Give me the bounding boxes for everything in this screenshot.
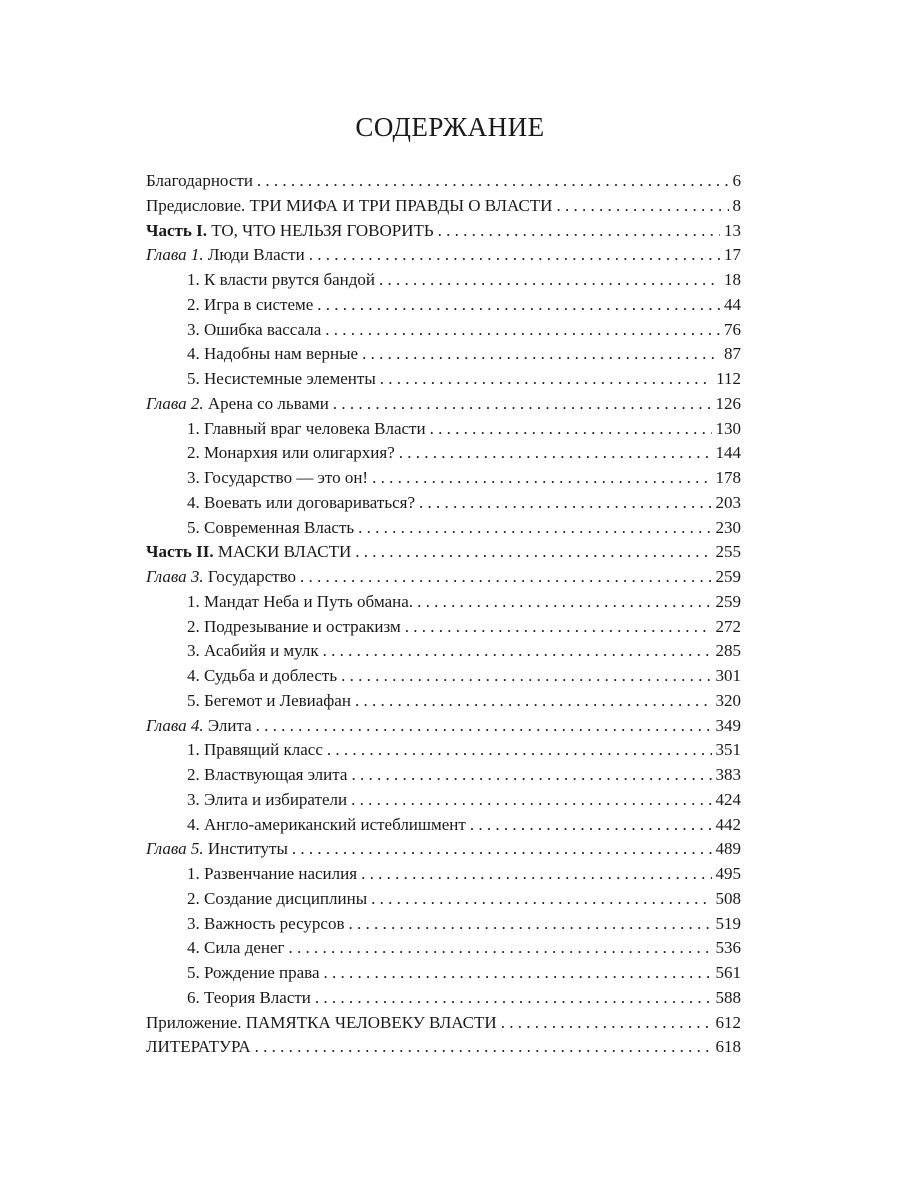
toc-entry-label <box>187 441 395 466</box>
dot-leader <box>361 862 711 887</box>
toc-entry-title: 4. Надобны нам верные <box>187 344 359 364</box>
toc-entry-label <box>146 1035 251 1060</box>
toc-entry <box>146 590 741 615</box>
dot-leader <box>325 318 720 343</box>
toc-entry <box>146 615 741 640</box>
toc-entry <box>146 367 741 392</box>
dot-leader <box>300 565 712 590</box>
toc-page-number: 536 <box>715 938 741 958</box>
toc-entry-title: 3. Ошибка вассала <box>187 319 322 339</box>
toc-entry-title: Институты <box>203 839 288 859</box>
toc-entry-title: 3. Элита и избиратели <box>187 789 348 809</box>
toc-entry <box>146 194 741 219</box>
toc-entry <box>146 392 741 417</box>
toc-page-number: 87 <box>724 344 741 364</box>
toc-page-number: 17 <box>724 245 741 265</box>
dot-leader <box>255 1035 712 1060</box>
toc-entry-title: ЛИТЕРАТУРА <box>146 1037 251 1057</box>
dot-leader <box>333 392 712 417</box>
dot-leader <box>371 887 711 912</box>
dot-leader <box>470 813 712 838</box>
toc-entry-title: Предисловие. ТРИ МИФА И ТРИ ПРАВДЫ О ВЛАСТИ <box>146 195 553 215</box>
dot-leader <box>289 936 712 961</box>
toc-page-number: 255 <box>715 542 741 562</box>
toc-entry-title: Люди Власти <box>203 245 305 265</box>
toc-page-number: 612 <box>715 1012 741 1032</box>
dot-leader <box>358 516 711 541</box>
dot-leader <box>292 837 712 862</box>
dot-leader <box>399 441 712 466</box>
toc-entry <box>146 912 741 937</box>
toc-entry-label <box>187 738 323 763</box>
dot-leader <box>501 1011 712 1036</box>
toc-page-number: 285 <box>715 641 741 661</box>
toc-entry <box>146 664 741 689</box>
toc-entry-label <box>187 516 354 541</box>
toc-entry-title: 1. Мандат Неба и Путь обмана. <box>187 591 414 611</box>
toc-entry <box>146 169 741 194</box>
toc-entry-title: 3. Важность ресурсов <box>187 913 345 933</box>
toc-page-number: 320 <box>715 690 741 710</box>
toc-page-number: 130 <box>715 418 741 438</box>
toc-entry-title: 4. Англо-американский истеблишмент <box>187 814 466 834</box>
toc-entry-label <box>146 194 552 219</box>
toc-entry-title: 4. Воевать или договариваться? <box>187 492 416 512</box>
toc-entry-title: 5. Современная Власть <box>187 517 355 537</box>
toc-page-number: 588 <box>715 987 741 1007</box>
chapter-number: Глава 2. <box>146 393 204 413</box>
toc-entry-label <box>187 639 319 664</box>
toc-entry-label <box>187 813 466 838</box>
toc-page-number: 383 <box>715 765 741 784</box>
toc-page-number: 144 <box>715 443 741 463</box>
dot-leader <box>380 367 712 392</box>
toc-entry <box>146 639 741 664</box>
dot-leader <box>430 417 712 442</box>
toc-page-number: 272 <box>715 616 741 636</box>
toc-page-number: 6 <box>732 171 741 190</box>
toc-entry-label <box>146 392 329 417</box>
toc-entry-title: МАСКИ ВЛАСТИ <box>213 542 352 562</box>
toc-page-number: 508 <box>715 888 741 908</box>
toc-entry-label <box>187 342 358 367</box>
dot-leader <box>351 763 711 788</box>
toc-entry <box>146 516 741 541</box>
toc-entry <box>146 1011 741 1036</box>
dot-leader <box>256 714 712 739</box>
toc-entry-title: 3. Асабийя и мулк <box>187 641 319 661</box>
dot-leader <box>556 194 728 219</box>
toc-entry-label <box>187 936 285 961</box>
toc-entry-label <box>187 961 320 986</box>
toc-entry-title: 5. Несистемные элементы <box>187 369 376 388</box>
toc-entry-label <box>187 293 313 318</box>
dot-leader <box>349 912 712 937</box>
toc-entry-label <box>146 837 288 862</box>
toc-page-number: 489 <box>715 839 741 859</box>
toc-entry-label <box>187 788 347 813</box>
dot-leader <box>355 689 712 714</box>
dot-leader <box>327 738 712 763</box>
toc-entry-label <box>187 763 347 788</box>
toc-entry-title: 1. Главный враг человека Власти <box>187 418 426 438</box>
toc-page-number: 349 <box>715 715 741 735</box>
toc-page-number: 8 <box>732 195 741 215</box>
toc-page-number: 442 <box>715 814 741 834</box>
chapter-number: Глава 5. <box>146 839 204 859</box>
part-number: Часть II. <box>146 542 214 562</box>
toc-entry-title: 2. Монархия или олигархия? <box>187 443 395 463</box>
toc-entry-label <box>146 169 253 194</box>
toc-entry-label <box>146 1011 497 1036</box>
part-number: Часть I. <box>146 220 207 240</box>
toc-entry-title: Приложение. ПАМЯТКА ЧЕЛОВЕКУ ВЛАСТИ <box>146 1012 497 1032</box>
toc-entry-label <box>187 318 321 343</box>
toc-entry-label <box>187 590 413 615</box>
dot-leader <box>379 268 720 293</box>
toc-entry-label <box>146 540 351 565</box>
toc-page-number: 495 <box>715 864 741 883</box>
toc-entry-title: 2. Создание дисциплины <box>187 888 368 908</box>
toc-entry-label <box>187 615 401 640</box>
page-title: СОДЕРЖАНИЕ <box>355 112 545 142</box>
toc-entry-title: 6. Теория Власти <box>187 987 311 1007</box>
toc-entry-title: 2. Властвующая элита <box>187 765 348 784</box>
toc-entry-label <box>187 664 337 689</box>
toc-entry-label <box>187 689 351 714</box>
toc-page-number: 301 <box>715 666 741 685</box>
toc-entry-title: 4. Судьба и доблесть <box>187 666 338 685</box>
toc-entry-label <box>187 862 357 887</box>
toc-entry-title: 3. Государство — это он! <box>187 468 369 487</box>
toc-entry <box>146 986 741 1011</box>
toc-entry <box>146 268 741 293</box>
toc-entry-label <box>187 986 311 1011</box>
toc-entry <box>146 887 741 912</box>
toc-entry <box>146 837 741 862</box>
toc-entry <box>146 540 741 565</box>
toc-entry <box>146 466 741 491</box>
toc-entry <box>146 936 741 961</box>
toc-entry <box>146 441 741 466</box>
dot-leader <box>419 491 711 516</box>
toc-entry <box>146 491 741 516</box>
toc-entry <box>146 243 741 268</box>
toc-entry-title: Элита <box>203 715 252 735</box>
dot-leader <box>417 590 711 615</box>
toc-entry <box>146 1035 741 1060</box>
toc-page-number: 230 <box>715 517 741 537</box>
toc-entry-label <box>146 219 434 244</box>
toc-entry-label <box>146 243 305 268</box>
toc-entry-title: ТО, ЧТО НЕЛЬЗЯ ГОВОРИТЬ <box>206 220 434 240</box>
toc-page-number: 44 <box>724 294 741 314</box>
toc-entry <box>146 219 741 244</box>
toc-entry-label <box>187 491 415 516</box>
toc-page-number: 203 <box>715 492 741 512</box>
dot-leader <box>351 788 711 813</box>
toc-entry <box>146 318 741 343</box>
toc-entry <box>146 763 741 788</box>
toc-entry-title: 2. Подрезывание и остракизм <box>187 616 401 636</box>
toc-entry <box>146 813 741 838</box>
table-of-contents <box>146 169 741 1060</box>
toc-page-number: 424 <box>715 789 741 809</box>
dot-leader <box>323 639 712 664</box>
toc-entry <box>146 714 741 739</box>
toc-entry-label <box>187 268 375 293</box>
toc-entry-label <box>146 565 296 590</box>
dot-leader <box>315 986 712 1011</box>
toc-entry <box>146 961 741 986</box>
toc-entry-title: 5. Рождение права <box>187 963 320 982</box>
toc-entry-title: Государство <box>203 567 296 586</box>
dot-leader <box>341 664 711 689</box>
toc-entry-title: Благодарности <box>146 171 253 190</box>
toc-page-number: 76 <box>724 319 741 339</box>
toc-entry <box>146 862 741 887</box>
toc-entry-title: Арена со львами <box>203 393 329 413</box>
toc-page-number: 178 <box>715 468 741 487</box>
toc-entry <box>146 342 741 367</box>
toc-page-number: 351 <box>715 740 741 760</box>
dot-leader <box>355 540 711 565</box>
toc-entry <box>146 788 741 813</box>
toc-entry <box>146 417 741 442</box>
toc-entry-title: 1. Правящий класс <box>187 740 323 760</box>
toc-entry-title: 4. Сила денег <box>187 938 285 958</box>
dot-leader <box>362 342 720 367</box>
toc-page-number: 618 <box>715 1037 741 1057</box>
toc-entry <box>146 293 741 318</box>
toc-entry-title: 2. Игра в системе <box>187 294 314 314</box>
toc-page-number: 18 <box>724 270 741 289</box>
toc-page-number: 259 <box>715 567 741 586</box>
toc-page-number: 259 <box>715 591 741 611</box>
toc-page-number: 561 <box>715 963 741 982</box>
toc-entry-title: 1. К власти рвутся бандой <box>187 270 375 289</box>
toc-entry-label <box>187 367 376 392</box>
toc-entry-label <box>187 466 368 491</box>
toc-page-number: 13 <box>724 220 741 240</box>
dot-leader <box>309 243 720 268</box>
toc-entry-title: 5. Бегемот и Левиафан <box>187 690 351 710</box>
dot-leader <box>372 466 711 491</box>
toc-entry-label <box>187 887 367 912</box>
dot-leader <box>324 961 712 986</box>
toc-entry <box>146 689 741 714</box>
chapter-number: Глава 3. <box>146 567 204 586</box>
toc-entry-title: 1. Развенчание насилия <box>187 864 358 883</box>
toc-entry <box>146 565 741 590</box>
dot-leader <box>405 615 712 640</box>
chapter-number: Глава 4. <box>146 715 204 735</box>
toc-entry <box>146 738 741 763</box>
toc-page-number: 519 <box>715 913 741 933</box>
toc-page-number: 112 <box>716 369 741 388</box>
dot-leader <box>317 293 720 318</box>
toc-entry-label <box>187 417 426 442</box>
dot-leader <box>257 169 729 194</box>
toc-entry-label <box>146 714 252 739</box>
toc-page-number: 126 <box>715 393 741 413</box>
chapter-number: Глава 1. <box>146 245 204 265</box>
toc-entry-label <box>187 912 345 937</box>
dot-leader <box>438 219 720 244</box>
